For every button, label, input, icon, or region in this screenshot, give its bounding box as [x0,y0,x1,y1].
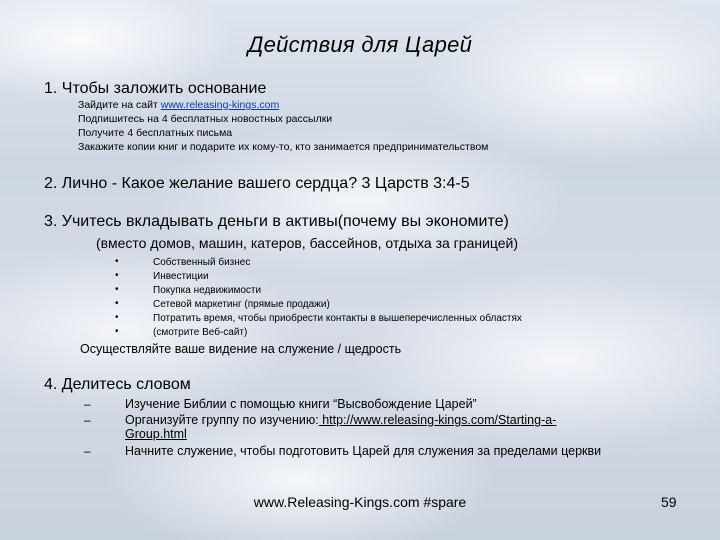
section2-heading: 2. Лично - Какое желание вашего сердца? 3 Царств 3:4-5 [44,175,470,192]
bullet-item: Сетевой маркетинг (прямые продажи) [153,299,330,310]
releasing-kings-link[interactable]: www.releasing-kings.com [160,99,280,111]
bullet-marker: • [115,326,119,337]
section1-line3: Получите 4 бесплатных письма [78,127,233,139]
bullet-marker: • [115,270,119,281]
section3-heading: 3. Учитесь вкладывать деньги в активы(почему вы экономите) [44,213,509,230]
dash-marker: – [84,413,91,427]
section3-closing: Осуществляйте ваше видение на служение / щедрость [80,342,402,356]
dash-marker: – [84,397,91,411]
bullet-item: Инвестиции [153,271,209,282]
section1-line1 [78,99,279,112]
bullet-marker: • [115,256,119,267]
bullet-marker: • [115,312,119,323]
slide-title: Действия для Царей [247,32,473,57]
section1-heading: 1. Чтобы заложить основание [44,80,267,97]
bullet-marker: • [115,298,119,309]
starting-a-group-link[interactable]: http://www.releasing-kings.com/Starting-a- [318,413,557,427]
footer-text: www.Releasing-Kings.com #spare [253,494,467,510]
section4-item2-text: Организуйте группу по изучению: [125,413,319,427]
section1-line4: Закажите копии книг и подарите их кому-то, кто занимается предпринимательством [78,141,489,153]
bullet-item: (смотрите Веб-сайт) [153,327,248,338]
bullet-item: Покупка недвижимости [153,285,262,296]
starting-a-group-link-continued[interactable]: Group.html [125,427,187,441]
section3-subheading: (вместо домов, машин, катеров, бассейнов, отдыха за границей) [96,235,519,251]
bullet-marker: • [115,284,119,295]
dash-marker: – [84,444,91,458]
section1-line2: Подпишитесь на 4 бесплатных новостных рассылки [78,113,333,125]
bullet-item: Собственный бизнес [153,257,251,268]
section4-heading: 4. Делитесь словом [44,376,191,393]
page-number: 59 [661,494,677,510]
bullet-item: Потратить время, чтобы приобрести контакты в вышеперечисленных областях [153,313,522,324]
section1-line1-text: Зайдите на сайт [78,99,161,111]
section4-item2-line1 [125,413,556,427]
section4-item3: Начните служение, чтобы подготовить Царей для служения за пределами церкви [125,444,602,458]
section4-item1: Изучение Библии с помощью книги “Высвобождение Царей” [125,397,477,411]
